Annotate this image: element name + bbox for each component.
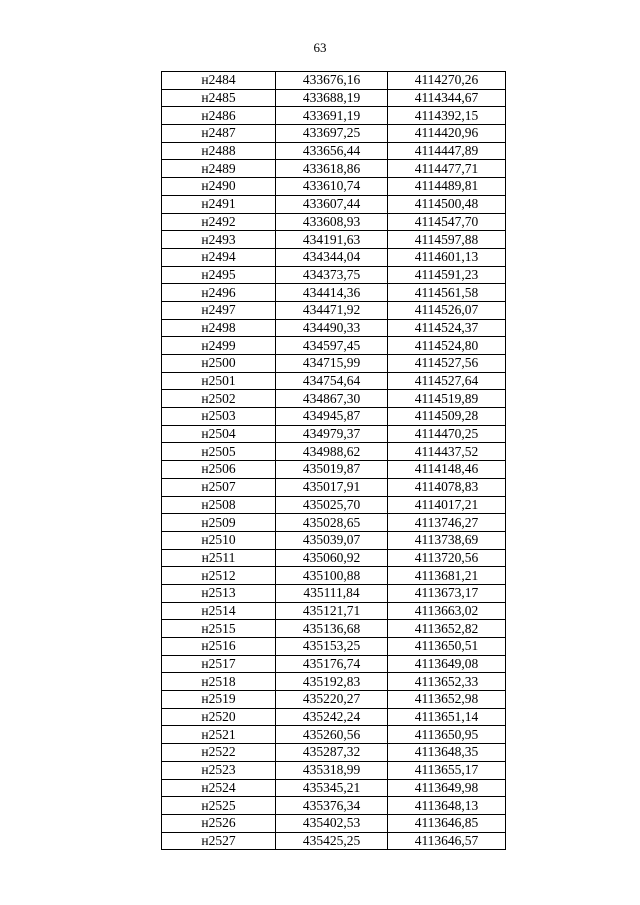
y-coordinate-cell: 4114561,58 bbox=[388, 284, 506, 302]
table-row bbox=[162, 620, 506, 638]
y-coordinate-cell: 4114524,80 bbox=[388, 337, 506, 355]
y-coordinate-cell: 4113649,98 bbox=[388, 779, 506, 797]
x-coordinate-cell: 434373,75 bbox=[276, 266, 388, 284]
table-row bbox=[162, 89, 506, 107]
x-coordinate-cell: 433656,44 bbox=[276, 142, 388, 160]
x-coordinate-cell: 434945,87 bbox=[276, 408, 388, 426]
point-id-cell: н2491 bbox=[162, 195, 276, 213]
table-row bbox=[162, 496, 506, 514]
table-row bbox=[162, 319, 506, 337]
y-coordinate-cell: 4113650,95 bbox=[388, 726, 506, 744]
y-coordinate-cell: 4113649,08 bbox=[388, 655, 506, 673]
point-id-cell: н2510 bbox=[162, 531, 276, 549]
point-id-cell: н2505 bbox=[162, 443, 276, 461]
table-row bbox=[162, 213, 506, 231]
y-coordinate-cell: 4114527,56 bbox=[388, 355, 506, 373]
table-row bbox=[162, 72, 506, 90]
x-coordinate-cell: 435111,84 bbox=[276, 584, 388, 602]
x-coordinate-cell: 435318,99 bbox=[276, 761, 388, 779]
point-id-cell: н2511 bbox=[162, 549, 276, 567]
y-coordinate-cell: 4113651,14 bbox=[388, 708, 506, 726]
point-id-cell: н2508 bbox=[162, 496, 276, 514]
x-coordinate-cell: 434979,37 bbox=[276, 425, 388, 443]
point-id-cell: н2516 bbox=[162, 638, 276, 656]
point-id-cell: н2490 bbox=[162, 178, 276, 196]
x-coordinate-cell: 435025,70 bbox=[276, 496, 388, 514]
table-row bbox=[162, 390, 506, 408]
point-id-cell: н2526 bbox=[162, 814, 276, 832]
x-coordinate-cell: 434715,99 bbox=[276, 355, 388, 373]
y-coordinate-cell: 4114527,64 bbox=[388, 372, 506, 390]
point-id-cell: н2497 bbox=[162, 301, 276, 319]
y-coordinate-cell: 4114597,88 bbox=[388, 231, 506, 249]
table-row bbox=[162, 266, 506, 284]
point-id-cell: н2496 bbox=[162, 284, 276, 302]
point-id-cell: н2504 bbox=[162, 425, 276, 443]
table-row bbox=[162, 301, 506, 319]
point-id-cell: н2501 bbox=[162, 372, 276, 390]
y-coordinate-cell: 4114017,21 bbox=[388, 496, 506, 514]
x-coordinate-cell: 433676,16 bbox=[276, 72, 388, 90]
point-id-cell: н2494 bbox=[162, 248, 276, 266]
x-coordinate-cell: 433607,44 bbox=[276, 195, 388, 213]
y-coordinate-cell: 4113663,02 bbox=[388, 602, 506, 620]
y-coordinate-cell: 4113652,82 bbox=[388, 620, 506, 638]
table-row bbox=[162, 549, 506, 567]
table-row bbox=[162, 584, 506, 602]
y-coordinate-cell: 4114509,28 bbox=[388, 408, 506, 426]
y-coordinate-cell: 4113646,85 bbox=[388, 814, 506, 832]
y-coordinate-cell: 4113648,13 bbox=[388, 797, 506, 815]
y-coordinate-cell: 4113681,21 bbox=[388, 567, 506, 585]
y-coordinate-cell: 4113652,33 bbox=[388, 673, 506, 691]
table-row bbox=[162, 514, 506, 532]
y-coordinate-cell: 4114420,96 bbox=[388, 125, 506, 143]
table-row bbox=[162, 691, 506, 709]
coordinates-table-body bbox=[162, 72, 506, 850]
y-coordinate-cell: 4113650,51 bbox=[388, 638, 506, 656]
table-row bbox=[162, 372, 506, 390]
table-row bbox=[162, 655, 506, 673]
y-coordinate-cell: 4114270,26 bbox=[388, 72, 506, 90]
y-coordinate-cell: 4113746,27 bbox=[388, 514, 506, 532]
table-row bbox=[162, 408, 506, 426]
point-id-cell: н2522 bbox=[162, 744, 276, 762]
table-row bbox=[162, 478, 506, 496]
x-coordinate-cell: 433610,74 bbox=[276, 178, 388, 196]
x-coordinate-cell: 435402,53 bbox=[276, 814, 388, 832]
y-coordinate-cell: 4113648,35 bbox=[388, 744, 506, 762]
y-coordinate-cell: 4114519,89 bbox=[388, 390, 506, 408]
table-row bbox=[162, 832, 506, 850]
point-id-cell: н2512 bbox=[162, 567, 276, 585]
point-id-cell: н2492 bbox=[162, 213, 276, 231]
table-row bbox=[162, 744, 506, 762]
y-coordinate-cell: 4114477,71 bbox=[388, 160, 506, 178]
point-id-cell: н2503 bbox=[162, 408, 276, 426]
y-coordinate-cell: 4113673,17 bbox=[388, 584, 506, 602]
x-coordinate-cell: 433691,19 bbox=[276, 107, 388, 125]
y-coordinate-cell: 4114344,67 bbox=[388, 89, 506, 107]
x-coordinate-cell: 435242,24 bbox=[276, 708, 388, 726]
x-coordinate-cell: 435136,68 bbox=[276, 620, 388, 638]
point-id-cell: н2485 bbox=[162, 89, 276, 107]
point-id-cell: н2506 bbox=[162, 461, 276, 479]
point-id-cell: н2502 bbox=[162, 390, 276, 408]
table-row bbox=[162, 779, 506, 797]
x-coordinate-cell: 435017,91 bbox=[276, 478, 388, 496]
y-coordinate-cell: 4113646,57 bbox=[388, 832, 506, 850]
y-coordinate-cell: 4114524,37 bbox=[388, 319, 506, 337]
point-id-cell: н2487 bbox=[162, 125, 276, 143]
x-coordinate-cell: 434471,92 bbox=[276, 301, 388, 319]
y-coordinate-cell: 4114601,13 bbox=[388, 248, 506, 266]
x-coordinate-cell: 434597,45 bbox=[276, 337, 388, 355]
page-number: 63 bbox=[313, 40, 327, 55]
y-coordinate-cell: 4114489,81 bbox=[388, 178, 506, 196]
point-id-cell: н2527 bbox=[162, 832, 276, 850]
x-coordinate-cell: 434867,30 bbox=[276, 390, 388, 408]
point-id-cell: н2518 bbox=[162, 673, 276, 691]
table-row bbox=[162, 461, 506, 479]
table-row bbox=[162, 178, 506, 196]
point-id-cell: н2499 bbox=[162, 337, 276, 355]
y-coordinate-cell: 4113738,69 bbox=[388, 531, 506, 549]
x-coordinate-cell: 435039,07 bbox=[276, 531, 388, 549]
table-row bbox=[162, 107, 506, 125]
table-row bbox=[162, 761, 506, 779]
point-id-cell: н2514 bbox=[162, 602, 276, 620]
x-coordinate-cell: 434344,04 bbox=[276, 248, 388, 266]
x-coordinate-cell: 435376,34 bbox=[276, 797, 388, 815]
x-coordinate-cell: 433697,25 bbox=[276, 125, 388, 143]
x-coordinate-cell: 435192,83 bbox=[276, 673, 388, 691]
y-coordinate-cell: 4114547,70 bbox=[388, 213, 506, 231]
point-id-cell: н2493 bbox=[162, 231, 276, 249]
x-coordinate-cell: 435060,92 bbox=[276, 549, 388, 567]
point-id-cell: н2524 bbox=[162, 779, 276, 797]
coordinates-table bbox=[161, 71, 506, 850]
point-id-cell: н2486 bbox=[162, 107, 276, 125]
x-coordinate-cell: 433608,93 bbox=[276, 213, 388, 231]
table-row bbox=[162, 673, 506, 691]
table-row bbox=[162, 142, 506, 160]
table-row bbox=[162, 443, 506, 461]
table-row bbox=[162, 125, 506, 143]
x-coordinate-cell: 435345,21 bbox=[276, 779, 388, 797]
y-coordinate-cell: 4114078,83 bbox=[388, 478, 506, 496]
table-row bbox=[162, 195, 506, 213]
y-coordinate-cell: 4114526,07 bbox=[388, 301, 506, 319]
y-coordinate-cell: 4114500,48 bbox=[388, 195, 506, 213]
x-coordinate-cell: 434754,64 bbox=[276, 372, 388, 390]
y-coordinate-cell: 4114392,15 bbox=[388, 107, 506, 125]
x-coordinate-cell: 434414,36 bbox=[276, 284, 388, 302]
point-id-cell: н2495 bbox=[162, 266, 276, 284]
table-row bbox=[162, 160, 506, 178]
x-coordinate-cell: 435028,65 bbox=[276, 514, 388, 532]
x-coordinate-cell: 434490,33 bbox=[276, 319, 388, 337]
x-coordinate-cell: 435176,74 bbox=[276, 655, 388, 673]
point-id-cell: н2521 bbox=[162, 726, 276, 744]
point-id-cell: н2498 bbox=[162, 319, 276, 337]
y-coordinate-cell: 4113652,98 bbox=[388, 691, 506, 709]
point-id-cell: н2517 bbox=[162, 655, 276, 673]
table-row bbox=[162, 531, 506, 549]
x-coordinate-cell: 435121,71 bbox=[276, 602, 388, 620]
x-coordinate-cell: 434988,62 bbox=[276, 443, 388, 461]
point-id-cell: н2507 bbox=[162, 478, 276, 496]
point-id-cell: н2520 bbox=[162, 708, 276, 726]
table-row bbox=[162, 231, 506, 249]
table-row bbox=[162, 814, 506, 832]
x-coordinate-cell: 435100,88 bbox=[276, 567, 388, 585]
y-coordinate-cell: 4114437,52 bbox=[388, 443, 506, 461]
table-row bbox=[162, 708, 506, 726]
point-id-cell: н2488 bbox=[162, 142, 276, 160]
point-id-cell: н2525 bbox=[162, 797, 276, 815]
point-id-cell: н2509 bbox=[162, 514, 276, 532]
point-id-cell: н2513 bbox=[162, 584, 276, 602]
x-coordinate-cell: 435425,25 bbox=[276, 832, 388, 850]
table-row bbox=[162, 355, 506, 373]
point-id-cell: н2489 bbox=[162, 160, 276, 178]
point-id-cell: н2500 bbox=[162, 355, 276, 373]
point-id-cell: н2515 bbox=[162, 620, 276, 638]
x-coordinate-cell: 434191,63 bbox=[276, 231, 388, 249]
point-id-cell: н2519 bbox=[162, 691, 276, 709]
x-coordinate-cell: 435260,56 bbox=[276, 726, 388, 744]
x-coordinate-cell: 433618,86 bbox=[276, 160, 388, 178]
x-coordinate-cell: 435153,25 bbox=[276, 638, 388, 656]
table-row bbox=[162, 638, 506, 656]
point-id-cell: н2523 bbox=[162, 761, 276, 779]
point-id-cell: н2484 bbox=[162, 72, 276, 90]
table-row bbox=[162, 567, 506, 585]
table-row bbox=[162, 425, 506, 443]
table-row bbox=[162, 337, 506, 355]
table-row bbox=[162, 726, 506, 744]
y-coordinate-cell: 4114591,23 bbox=[388, 266, 506, 284]
table-row bbox=[162, 248, 506, 266]
y-coordinate-cell: 4113655,17 bbox=[388, 761, 506, 779]
x-coordinate-cell: 435019,87 bbox=[276, 461, 388, 479]
x-coordinate-cell: 435220,27 bbox=[276, 691, 388, 709]
y-coordinate-cell: 4114470,25 bbox=[388, 425, 506, 443]
y-coordinate-cell: 4113720,56 bbox=[388, 549, 506, 567]
x-coordinate-cell: 435287,32 bbox=[276, 744, 388, 762]
x-coordinate-cell: 433688,19 bbox=[276, 89, 388, 107]
table-row bbox=[162, 284, 506, 302]
table-row bbox=[162, 797, 506, 815]
table-row bbox=[162, 602, 506, 620]
y-coordinate-cell: 4114447,89 bbox=[388, 142, 506, 160]
y-coordinate-cell: 4114148,46 bbox=[388, 461, 506, 479]
